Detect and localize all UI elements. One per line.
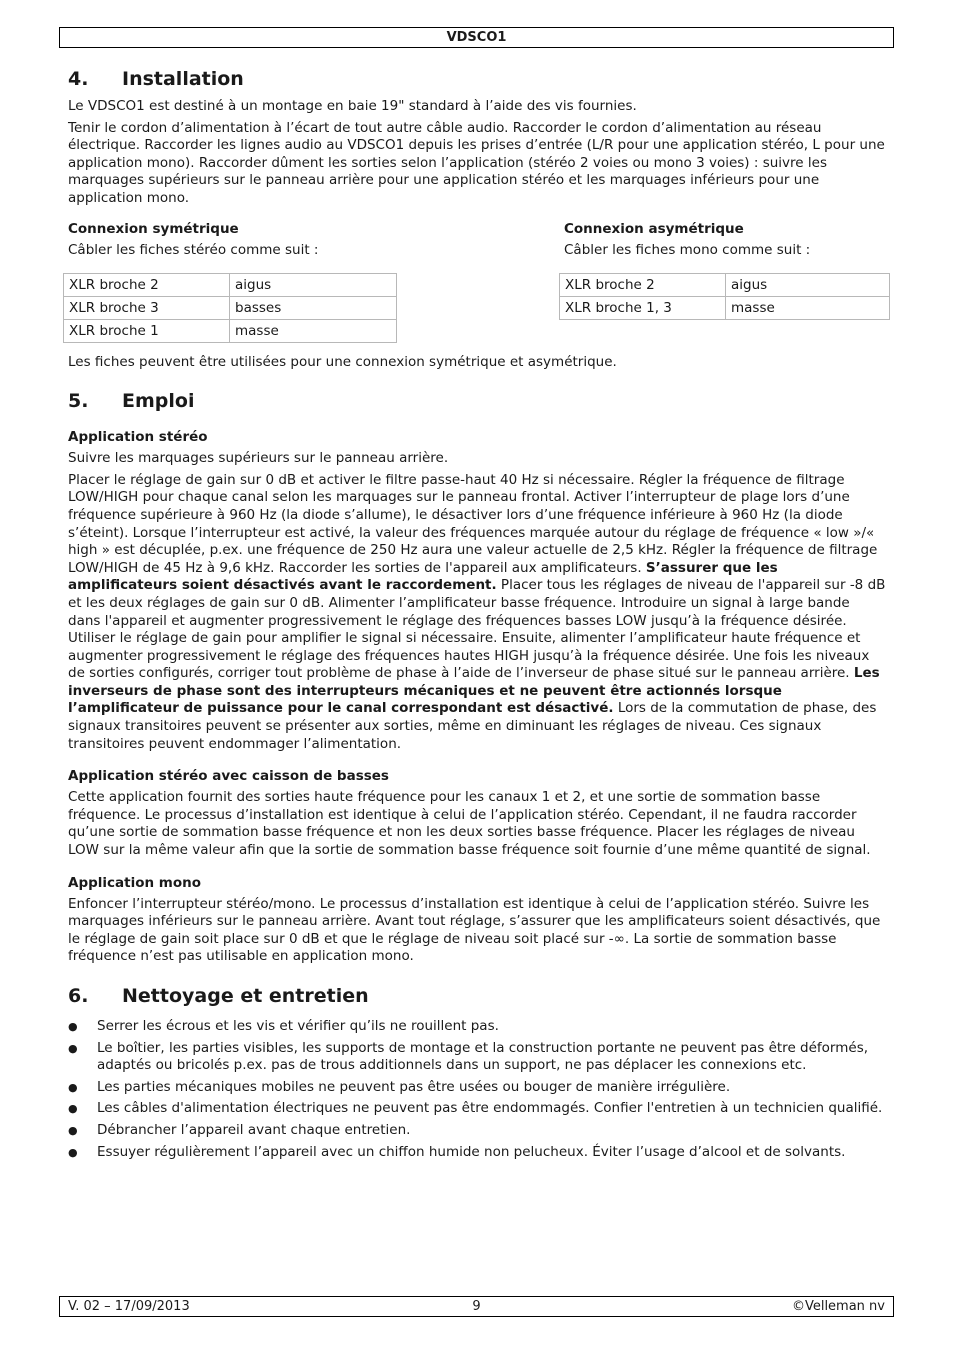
install-paragraph-1: Le VDSCO1 est destiné à un montage en baie 19" standard à l’aide des vis fournies.: [68, 98, 637, 114]
list-item-text: Les parties mécaniques mobiles ne peuvent pas être usées ou bouger de manière irrégulière.: [97, 1078, 731, 1095]
footer-page-number: 9: [472, 1299, 481, 1314]
list-item-text: Débrancher l’appareil avant chaque entretien.: [97, 1121, 411, 1138]
plugs-note: Les fiches peuvent être utilisées pour une connexion symétrique et asymétrique.: [68, 353, 617, 370]
install-paragraph-2: Tenir le cordon d’alimentation à l’écart de tout autre câble audio. Raccorder le cordon d’alimentation au réseau électrique. Raccorder les lignes audio au VDSCO1 depuis les prises d’entrée (L/R pour une application stéréo, L pour une application mono). Raccorder dûment les sorties selon l’application (stéréo 2 voies ou mono 3 voies) : suivre les marquages supérieurs sur le panneau arrière pour une application stéréo et les marquages inférieurs pour une application mono.: [68, 119, 885, 206]
table-row: [64, 320, 397, 343]
table-row: [560, 274, 890, 297]
bullet-icon: ●: [68, 1020, 78, 1033]
stereo-paragraph-1: Suivre les marquages supérieurs sur le panneau arrière.: [68, 450, 449, 467]
page-content: [68, 66, 886, 1165]
asymmetric-title: Connexion asymétrique: [564, 220, 744, 237]
bullet-icon: ●: [68, 1123, 78, 1137]
list-item: [68, 1122, 886, 1140]
stereo-text: Placer le réglage de gain sur 0 dB et activer le filtre passe-haut 40 Hz si nécessaire. Régler la fréquence de filtrage LOW/HIGH pour chaque canal selon les marquages sur le panneau frontal. Activer l’interrupteur de plage lors d’une fréquence supérieure à 960 Hz (la diode s’allume), le désactiver lors d’une fréquence inférieure à 960 Hz (la diode s’éteint). Lorsque l’interrupteur est activé, la valeur des fréquences marquée autour du réglage de fréquence « low »/« high » est décuplée, p.ex. une fréquence de 250 Hz aura une valeur actuelle de 2,5 kHz. Régler la fréquence de filtrage LOW/HIGH de 45 Hz à 9,6 kHz. Raccorder les sorties de l'appareil aux amplificateurs.: [68, 471, 878, 576]
signal-cell: masse: [230, 320, 397, 343]
symmetric-pin-table: [63, 273, 397, 343]
signal-cell: aigus: [230, 274, 397, 297]
section-title: Installation: [122, 68, 244, 90]
list-item-text: Essuyer régulièrement l’appareil avec un chiffon humide non pelucheux. Éviter l’usage d’alcool et de solvants.: [97, 1143, 846, 1160]
pin-cell: XLR broche 2: [560, 274, 726, 297]
section-6-heading: [68, 983, 886, 1009]
subwoofer-paragraph: Cette application fournit des sorties haute fréquence pour les canaux 1 et 2, et une sortie de sommation basse fréquence. Le processus d’installation est identique à celui de l’application stéréo. Cependant, il ne faudra raccorder qu’une sortie de sommation basse fréquence et non les deux sorties basse fréquence. Placer les réglages de niveau LOW sur la même valeur afin que la sortie de sommation basse fréquence soit fournie d’une même quantité de signal.: [68, 789, 871, 859]
section-4-heading: [68, 66, 886, 92]
stereo-paragraph-2: [68, 472, 886, 754]
mono-title: Application mono: [68, 874, 202, 891]
list-item: [68, 1040, 886, 1075]
pin-cell: XLR broche 1, 3: [560, 297, 726, 320]
stereo-warning: S’assurer que les amplificateurs soient désactivés avant le raccordement.: [68, 559, 778, 594]
list-item: [68, 1144, 886, 1162]
bullet-icon: ●: [68, 1041, 78, 1055]
signal-cell: masse: [726, 297, 890, 320]
list-item-text: Les câbles d'alimentation électriques ne peuvent pas être endommagés. Confier l'entretien à un technicien qualifié.: [97, 1100, 883, 1117]
stereo-text: Placer tous les réglages de niveau de l'appareil sur -8 dB et les deux réglages de gain sur 0 dB. Alimenter l’amplificateur basse fréquence. Introduire un signal à large bande dans l'appareil et augmenter progressivement le réglage des fréquences basses LOW jusqu’à la fréquence désirée. Utiliser le réglage de gain pour amplifier le signal si nécessaire. Ensuite, alimenter l’amplificateur haute fréquence et augmenter progressivement le réglage des fréquences hautes HIGH jusqu’à la fréquence désirée. Une fois les niveaux de sorties configurés, corriger tout problème de phase à l’aide de l’inverseur de phase situé sur le panneau arrière.: [68, 577, 886, 682]
asymmetric-pin-table: [559, 273, 890, 320]
section-title: Nettoyage et entretien: [122, 985, 369, 1007]
stereo-title: Application stéréo: [68, 429, 208, 446]
symmetric-connection: [68, 220, 408, 344]
page-header: [59, 27, 894, 48]
list-item-text: Le boîtier, les parties visibles, les supports de montage et la construction portante ne peuvent pas être déformés, adaptés ou bricolés p.ex. pas de trous additionnels dans un support, ne pas déplacer les connexions etc.: [97, 1039, 869, 1074]
section-number: 4.: [68, 68, 89, 90]
pin-cell: XLR broche 3: [64, 297, 230, 320]
section-number: 5.: [68, 390, 89, 413]
table-row: [560, 297, 890, 320]
phase-warning: Les inverseurs de phase sont des interrupteurs mécaniques et ne peuvent être actionnés lorsque l’amplificateur de puissance pour le canal correspondant est désactivé.: [68, 665, 880, 717]
mono-paragraph: Enfoncer l’interrupteur stéréo/mono. Le processus d’installation est identique à celui de l’application stéréo. Suivre les marquages inférieurs sur le panneau arrière. Avant tout réglage, s’assurer que les amplificateurs soient désactivés, que le réglage de gain soit place sur 0 dB et que le réglage de niveau soit placé sur -∞. La sortie de sommation basse fréquence n’est pas utilisable en application mono.: [68, 895, 881, 965]
symmetric-title: Connexion symétrique: [68, 220, 239, 237]
connection-columns: [68, 220, 886, 356]
pin-cell: XLR broche 1: [64, 320, 230, 343]
list-item: [68, 1018, 886, 1036]
signal-cell: basses: [230, 297, 397, 320]
asymmetric-intro: Câbler les fiches mono comme suit :: [564, 241, 811, 258]
table-row: [64, 297, 397, 320]
pin-cell: XLR broche 2: [64, 274, 230, 297]
asymmetric-connection: [564, 220, 894, 321]
footer-version: V. 02 – 17/09/2013: [68, 1299, 190, 1314]
subwoofer-title: Application stéréo avec caisson de basses: [68, 768, 389, 785]
bullet-icon: ●: [68, 1080, 78, 1094]
section-5-heading: [68, 388, 886, 414]
symmetric-intro: Câbler les fiches stéréo comme suit :: [68, 241, 319, 258]
section-title: Emploi: [122, 390, 195, 413]
header-title: VDSCO1: [446, 30, 507, 45]
section-number: 6.: [68, 985, 89, 1007]
footer-copyright: ©Velleman nv: [791, 1299, 885, 1314]
maintenance-list: [68, 1018, 886, 1161]
table-row: [64, 274, 397, 297]
page-footer: [59, 1296, 894, 1317]
list-item: [68, 1100, 886, 1118]
bullet-icon: ●: [68, 1102, 78, 1116]
list-item-text: Serrer les écrous et les vis et vérifier qu’ils ne rouillent pas.: [97, 1018, 499, 1034]
signal-cell: aigus: [726, 274, 890, 297]
list-item: [68, 1079, 886, 1097]
bullet-icon: ●: [68, 1145, 78, 1159]
stereo-text: Lors de la commutation de phase, des signaux transitoires peuvent se présenter aux sorties, même en diminuant les réglages de niveau. Ces signaux transitoires peuvent endommager l’alimentation.: [68, 700, 877, 752]
